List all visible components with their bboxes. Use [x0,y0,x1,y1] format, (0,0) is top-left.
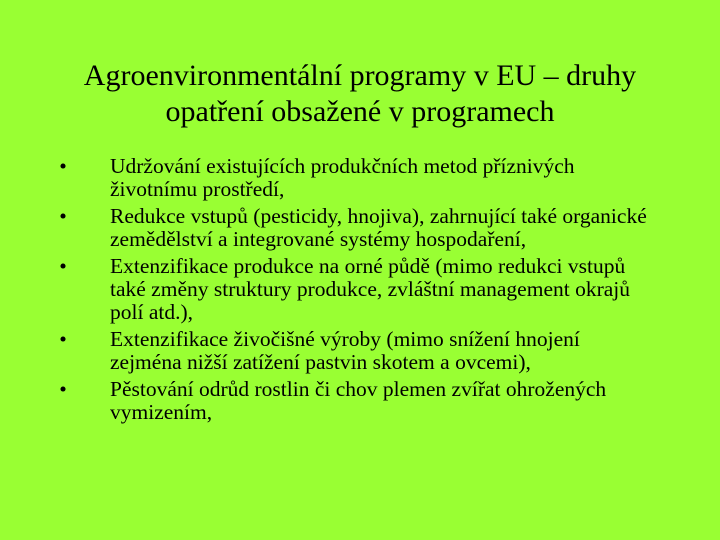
bullet-text: Udržování existujících produkčních metod příznivých životnímu prostředí, [110,154,575,201]
bullet-dot-icon: • [59,254,67,278]
bullet-text: Pěstování odrůd rostlin či chov plemen zvířat ohrožených vymizením, [110,377,607,424]
slide-title [40,58,680,130]
slide-title-line-2: opatření obsažené v programech [165,95,555,128]
bullet-item-maintenance [56,155,656,201]
bullet-item-input-reduction [56,205,656,251]
bullet-item-arable-extensification [56,255,656,324]
bullet-dot-icon: • [59,154,67,178]
bullet-text: Redukce vstupů (pesticidy, hnojiva), zahrnující také organické zemědělství a integrované systémy hospodaření, [110,204,647,251]
bullet-text: Extenzifikace produkce na orné půdě (mimo redukci vstupů také změny struktury produkce, zvláštní management okrajů polí atd.), [110,254,631,324]
bullet-item-livestock-extensification [56,328,656,374]
bullet-dot-icon: • [59,327,67,351]
bullet-dot-icon: • [59,204,67,228]
bullet-item-endangered-breeds [56,378,656,424]
bullet-text: Extenzifikace živočišné výroby (mimo snížení hnojení zejména nižší zatížení pastvin skotem a ovcemi), [110,327,580,374]
bullet-list [56,155,656,428]
bullet-dot-icon: • [59,377,67,401]
slide-title-line-1: Agroenvironmentální programy v EU – druhy [83,59,637,92]
